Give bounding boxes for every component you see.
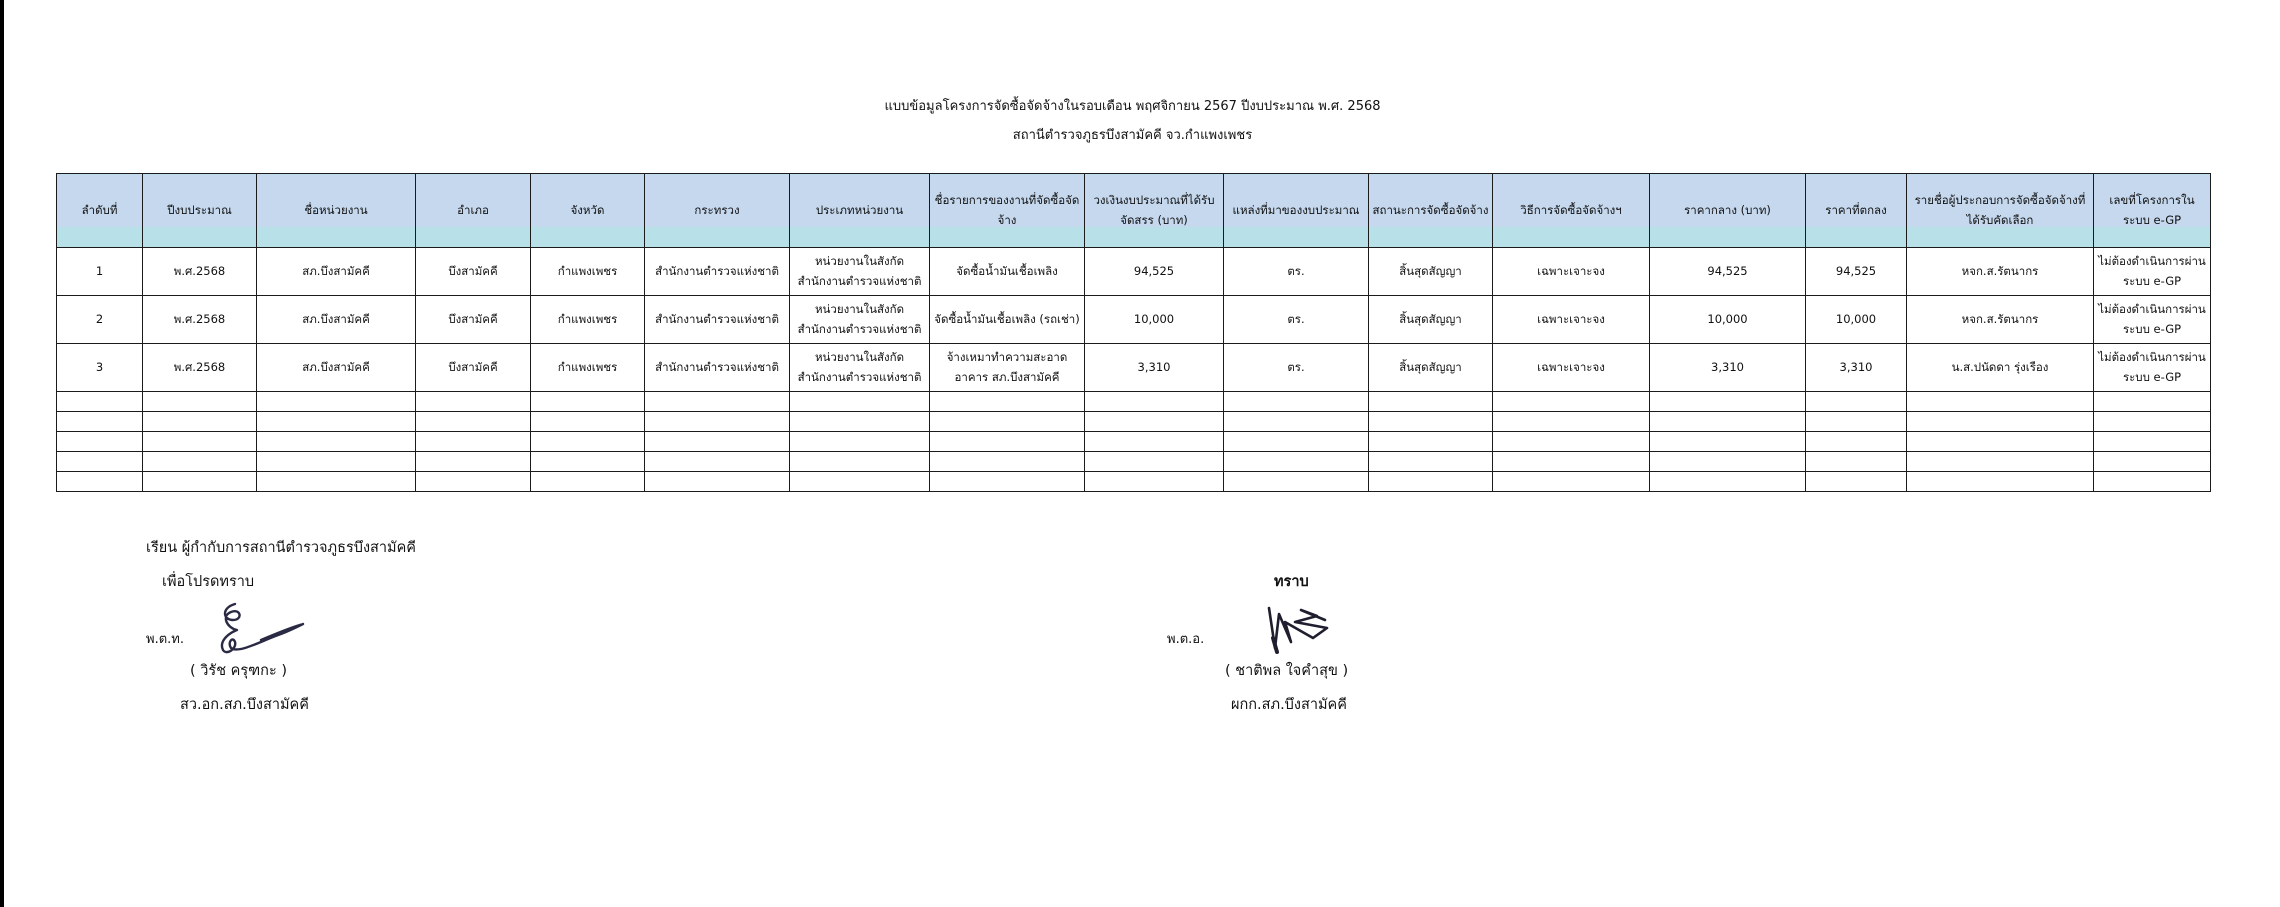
cell-fiscal-year: พ.ศ.2568 [143,248,257,296]
cell-egp-number: ไม่ต้องดำเนินการผ่านระบบ e-GP [2094,248,2211,296]
col-header-status: สถานะการจัดซื้อจัดจ้าง [1369,174,1493,248]
col-header-median-price: ราคากลาง (บาท) [1650,174,1806,248]
col-header-method: วิธีการจัดซื้อจัดจ้างฯ [1493,174,1650,248]
table-row [57,344,2211,392]
cell-item-name: จัดซื้อน้ำมันเชื้อเพลิง [930,248,1085,296]
position-right: ผกก.สภ.บึงสามัคคี [1231,697,1347,713]
cell-budget-source: ตร. [1224,296,1369,344]
col-header-budget-source: แหล่งที่มาของงบประมาณ [1224,174,1369,248]
cell-budget: 94,525 [1085,248,1224,296]
signature-left [205,598,310,666]
cell-median-price: 3,310 [1650,344,1806,392]
procurement-table [56,173,2211,492]
empty-row [57,432,2211,452]
cell-seq: 1 [57,248,143,296]
memo-salutation: เรียน ผู้กำกับการสถานีตำรวจภูธรบึงสามัคคี [146,540,416,556]
cell-method: เฉพาะเจาะจง [1493,248,1650,296]
col-header-agency-type: ประเภทหน่วยงาน [790,174,930,248]
col-header-budget: วงเงินงบประมาณที่ได้รับจัดสรร (บาท) [1085,174,1224,248]
cell-vendor: หจก.ส.รัตนากร [1907,296,2094,344]
cell-agency: สภ.บึงสามัคคี [257,296,416,344]
cell-ministry: สำนักงานตำรวจแห่งชาติ [645,248,790,296]
cell-egp-number: ไม่ต้องดำเนินการผ่านระบบ e-GP [2094,344,2211,392]
cell-vendor: น.ส.ปนัดดา รุ่งเรือง [1907,344,2094,392]
empty-row [57,452,2211,472]
cell-item-name: จ้างเหมาทำความสะอาดอาคาร สภ.บึงสามัคคี [930,344,1085,392]
cell-ministry: สำนักงานตำรวจแห่งชาติ [645,296,790,344]
cell-ministry: สำนักงานตำรวจแห่งชาติ [645,344,790,392]
cell-district: บึงสามัคคี [416,344,531,392]
cell-vendor: หจก.ส.รัตนากร [1907,248,2094,296]
col-header-ministry: กระทรวง [645,174,790,248]
memo-purpose: เพื่อโปรดทราบ [162,574,255,590]
document-title: แบบข้อมูลโครงการจัดซื้อจัดจ้างในรอบเดือน พฤศจิกายน 2567 ปีงบประมาณ พ.ศ. 2568 [884,99,1381,114]
cell-province: กำแพงเพชร [531,344,645,392]
col-header-item-name: ชื่อรายการของงานที่จัดซื้อจัดจ้าง [930,174,1085,248]
table-row [57,248,2211,296]
cell-district: บึงสามัคคี [416,296,531,344]
col-header-fiscal-year: ปีงบประมาณ [143,174,257,248]
cell-fiscal-year: พ.ศ.2568 [143,344,257,392]
table-header-row [57,174,2211,248]
col-header-egp-number: เลขที่โครงการในระบบ e-GP [2094,174,2211,248]
cell-province: กำแพงเพชร [531,296,645,344]
document-subtitle: สถานีตำรวจภูธรบึงสามัคคี จว.กำแพงเพชร [1012,128,1253,143]
rank-right: พ.ต.อ. [1167,632,1205,647]
signature-right [1255,598,1335,658]
cell-agency-type: หน่วยงานในสังกัดสำนักงานตำรวจแห่งชาติ [790,248,930,296]
cell-budget: 3,310 [1085,344,1224,392]
cell-item-name: จัดซื้อน้ำมันเชื้อเพลิง (รถเช่า) [930,296,1085,344]
empty-row [57,472,2211,492]
cell-province: กำแพงเพชร [531,248,645,296]
cell-fiscal-year: พ.ศ.2568 [143,296,257,344]
cell-district: บึงสามัคคี [416,248,531,296]
cell-median-price: 10,000 [1650,296,1806,344]
cell-median-price: 94,525 [1650,248,1806,296]
position-left: สว.อก.สภ.บึงสามัคคี [180,697,309,713]
cell-agreed-price: 10,000 [1806,296,1907,344]
col-header-district: อำเภอ [416,174,531,248]
empty-row [57,412,2211,432]
cell-egp-number: ไม่ต้องดำเนินการผ่านระบบ e-GP [2094,296,2211,344]
name-right: ( ชาติพล ใจคำสุข ) [1225,663,1349,679]
cell-method: เฉพาะเจาะจง [1493,344,1650,392]
col-header-vendor: รายชื่อผู้ประกอบการจัดซื้อจัดจ้างที่ได้รับคัดเลือก [1907,174,2094,248]
acknowledge-label: ทราบ [1274,574,1309,590]
cell-budget-source: ตร. [1224,248,1369,296]
cell-status: สิ้นสุดสัญญา [1369,344,1493,392]
cell-status: สิ้นสุดสัญญา [1369,296,1493,344]
rank-left: พ.ต.ท. [146,632,184,647]
col-header-agreed-price: ราคาที่ตกลง [1806,174,1907,248]
cell-agency-type: หน่วยงานในสังกัดสำนักงานตำรวจแห่งชาติ [790,296,930,344]
cell-agency-type: หน่วยงานในสังกัดสำนักงานตำรวจแห่งชาติ [790,344,930,392]
cell-agency: สภ.บึงสามัคคี [257,248,416,296]
cell-status: สิ้นสุดสัญญา [1369,248,1493,296]
cell-seq: 2 [57,296,143,344]
cell-budget: 10,000 [1085,296,1224,344]
empty-row [57,392,2211,412]
name-left: ( วิรัช ครุฑกะ ) [190,663,288,679]
col-header-province: จังหวัด [531,174,645,248]
col-header-agency: ชื่อหน่วยงาน [257,174,416,248]
col-header-seq: ลำดับที่ [57,174,143,248]
cell-agreed-price: 3,310 [1806,344,1907,392]
cell-budget-source: ตร. [1224,344,1369,392]
cell-agreed-price: 94,525 [1806,248,1907,296]
table-row [57,296,2211,344]
cell-seq: 3 [57,344,143,392]
cell-agency: สภ.บึงสามัคคี [257,344,416,392]
cell-method: เฉพาะเจาะจง [1493,296,1650,344]
